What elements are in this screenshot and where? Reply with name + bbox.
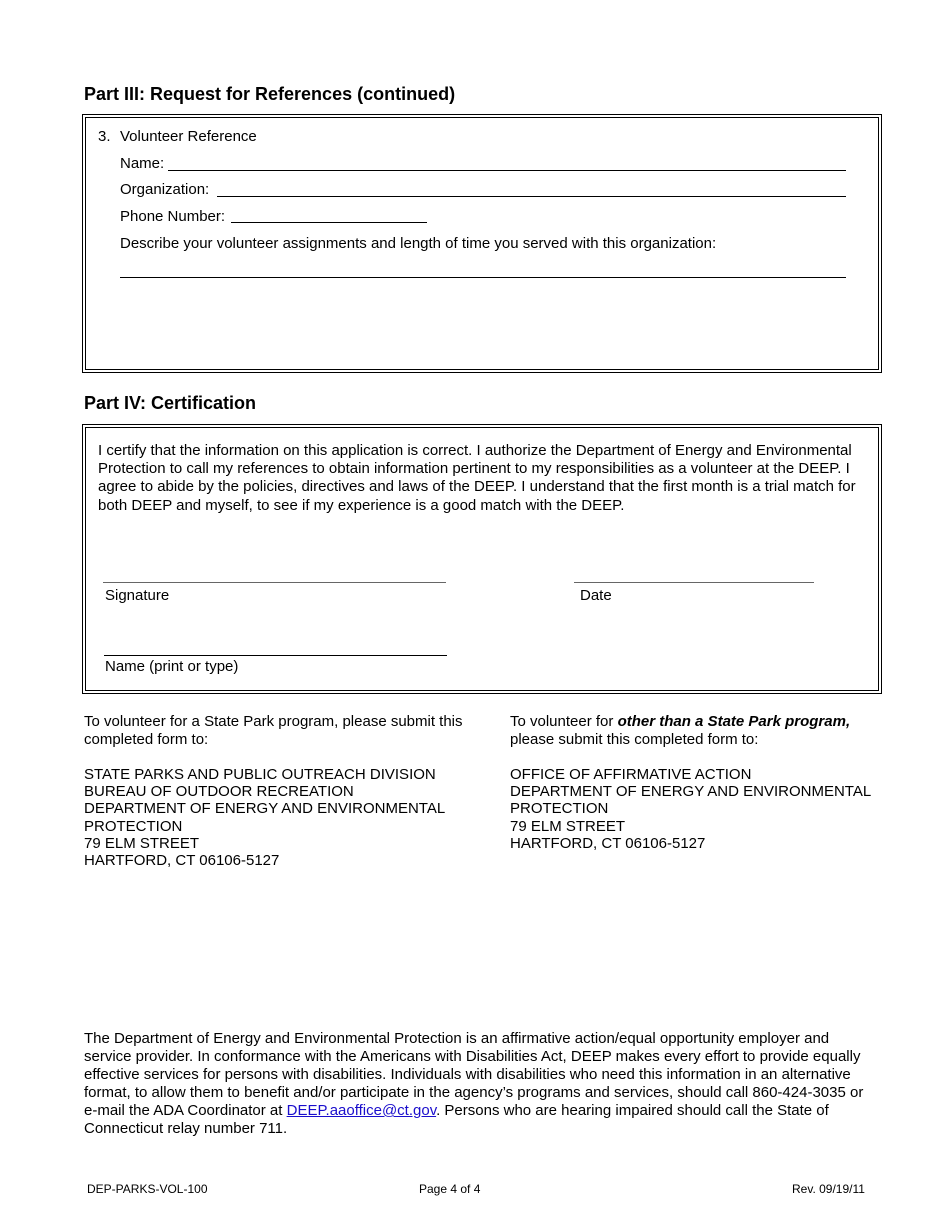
ada-notice: The Department of Energy and Environmental Protection is an affirmative action/equal opportunity employer and service provider. In conformance with the Americans with Disabilities Act, DEEP makes every effort to provide equally effective services for persons with disabilities. Individuals with disabilities who need this information in an alternative format, to allow them to benefit and/or participate in the agency’s programs and services, should call 860-424-3035 or e-mail the ADA Coordinator at DEEP.aaoffice@ct.gov. Persons who are hearing impaired should call the State of Connecticut relay number 711. [84, 1030, 864, 1137]
footer-page-number: Page 4 of 4 [419, 1182, 481, 1196]
date-field[interactable] [574, 582, 814, 583]
name-field[interactable] [168, 170, 846, 171]
submit-right-intro: To volunteer for other than a State Park program, please submit this completed form to: [510, 713, 851, 748]
signature-label: Signature [105, 587, 170, 604]
ada-email-link[interactable]: DEEP.aaoffice@ct.gov [286, 1102, 437, 1119]
name-label: Name: [120, 155, 165, 172]
part3-heading: Part III: Request for References (continued) [84, 84, 456, 104]
describe-field[interactable] [120, 277, 846, 278]
organization-field[interactable] [217, 196, 846, 197]
certification-text: I certify that the information on this application is correct. I authorize the Department of Energy and Environmental Protection to call my references to obtain information pertinent to my responsibilities as a volunteer at the DEEP. I agree to abide by the policies, directives and laws of the DEEP. I understand that the first month is a trial match for both DEEP and myself, to see if my experience is a good match with the DEEP. [98, 442, 856, 514]
print-name-label: Name (print or type) [105, 658, 239, 675]
describe-label: Describe your volunteer assignments and length of time you served with this organization: [120, 235, 717, 252]
submit-right-address: OFFICE OF AFFIRMATIVE ACTION DEPARTMENT OF ENERGY AND ENVIRONMENTAL PROTECTION 79 ELM STREET HARTFORD, CT 06106-5127 [510, 766, 872, 852]
submit-left-address: STATE PARKS AND PUBLIC OUTREACH DIVISION BUREAU OF OUTDOOR RECREATION DEPARTMENT OF ENERGY AND ENVIRONMENTAL PROTECTION 79 ELM STREET HARTFORD, CT 06106-5127 [84, 766, 446, 870]
item-title: Volunteer Reference [120, 128, 257, 145]
item-number: 3. [98, 128, 111, 145]
submit-left-intro: To volunteer for a State Park program, please submit this completed form to: [84, 713, 463, 748]
signature-field[interactable] [103, 582, 446, 583]
footer-revision: Rev. 09/19/11 [792, 1182, 865, 1196]
organization-label: Organization: [120, 181, 210, 198]
print-name-field[interactable] [104, 655, 447, 656]
footer-form-id: DEP-PARKS-VOL-100 [87, 1182, 208, 1196]
phone-label: Phone Number: [120, 208, 226, 225]
date-label: Date [580, 587, 612, 604]
part4-heading: Part IV: Certification [84, 393, 257, 413]
phone-field[interactable] [231, 222, 427, 223]
